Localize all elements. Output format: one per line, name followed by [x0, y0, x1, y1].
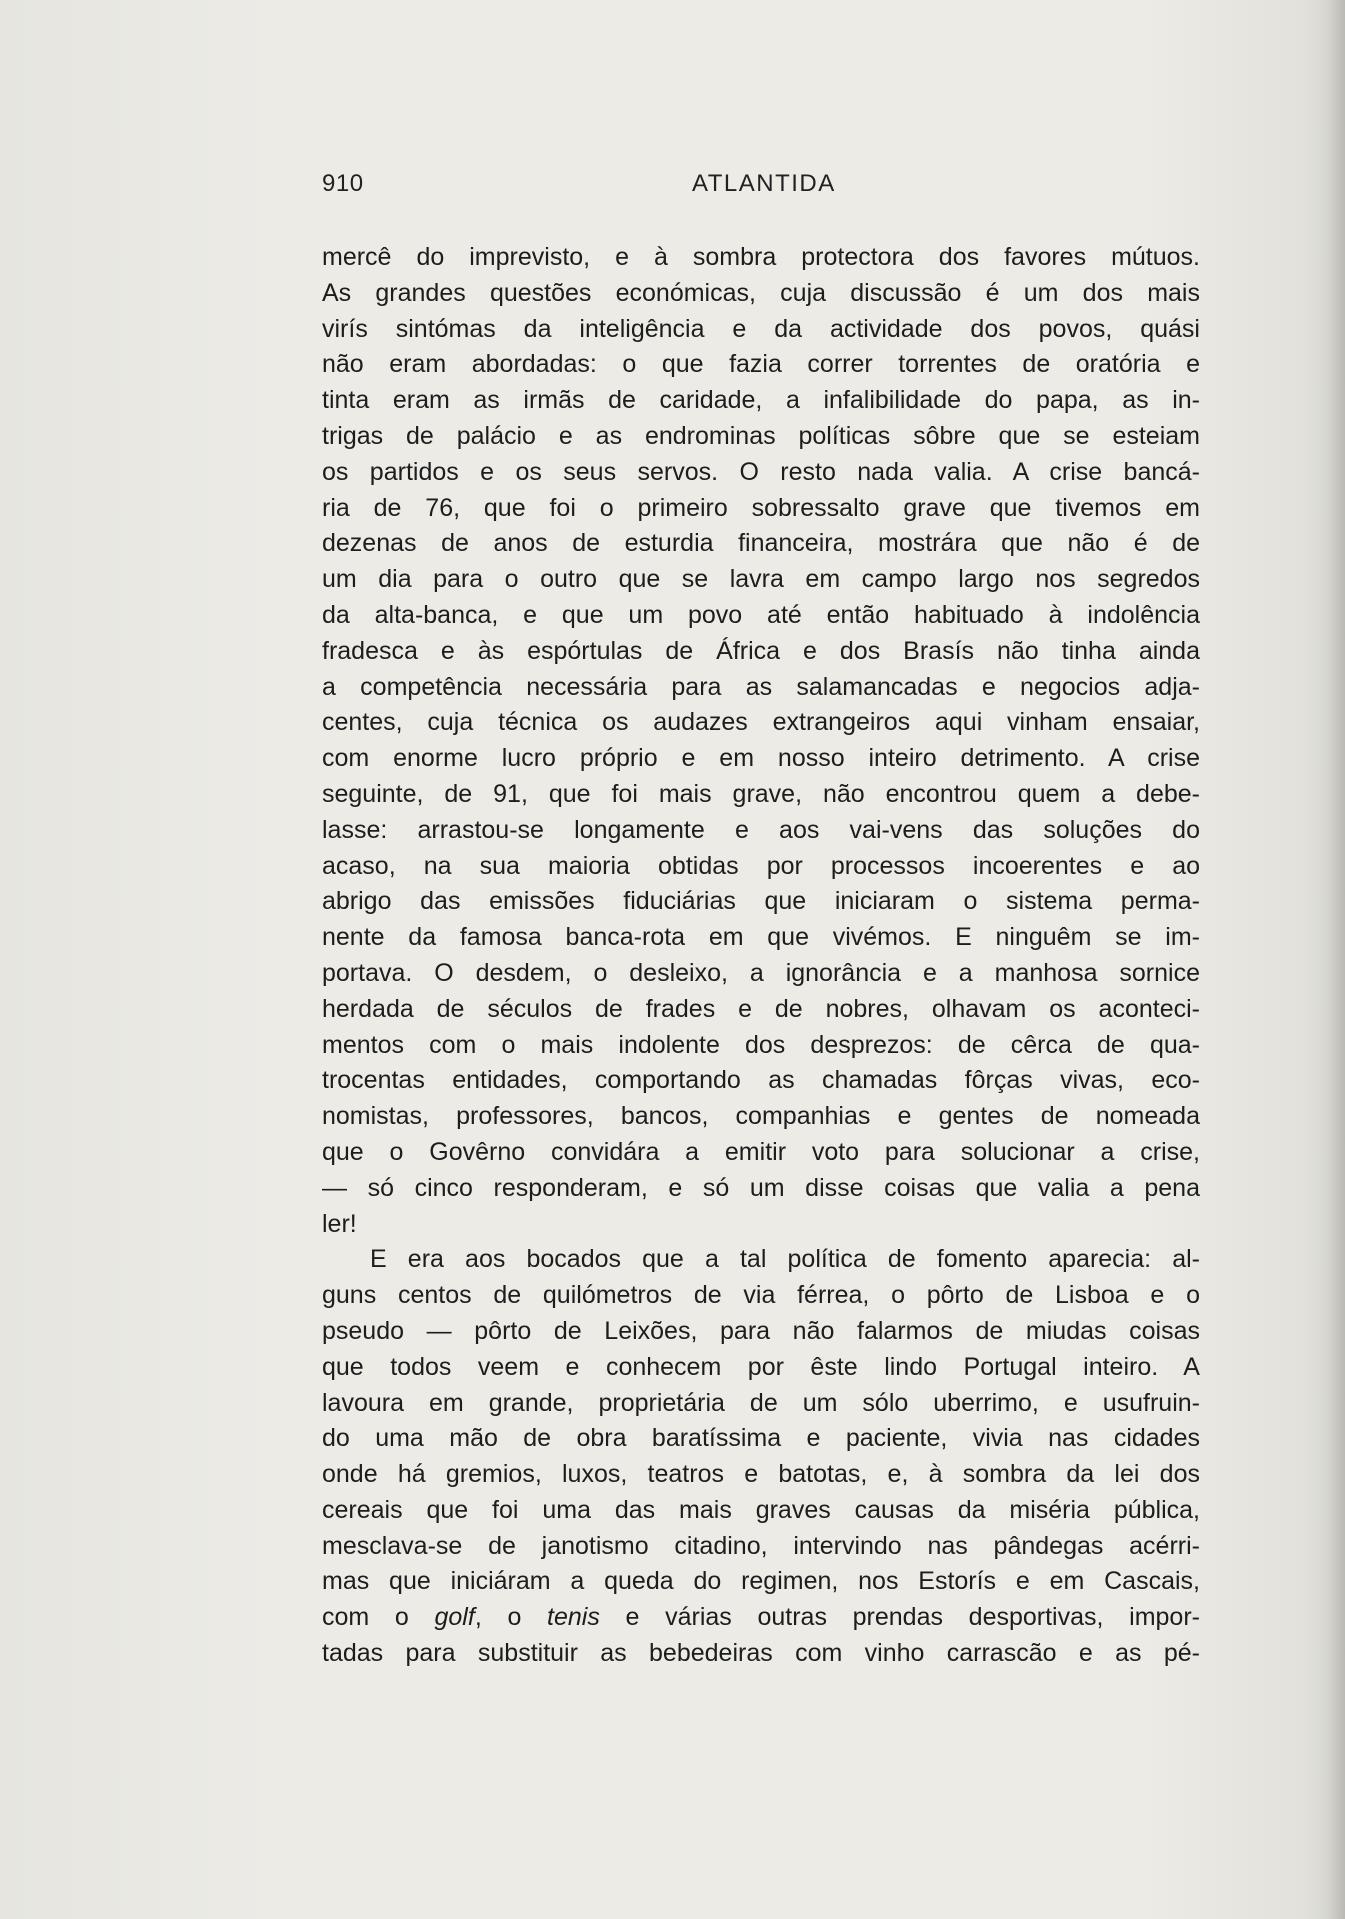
text-line: que todos veem e conhecem por êste lindo Portugal inteiro. A	[322, 1352, 1200, 1381]
text-line: lavoura em grande, proprietária de um sólo uberrimo, e usufruin-	[322, 1388, 1200, 1417]
text-line: um dia para o outro que se lavra em campo largo nos segredos	[322, 565, 1200, 594]
text-line: trigas de palácio e as endrominas políticas sôbre que se esteiam	[322, 421, 1200, 450]
text-line: da alta-banca, e que um povo até então habituado à indolência	[322, 600, 1200, 629]
text-line: ria de 76, que foi o primeiro sobressalto grave que tivemos em	[322, 493, 1200, 522]
text-line: tinta eram as irmãs de caridade, a infalibilidade do papa, as in-	[322, 386, 1200, 415]
paragraph-start-line: E era aos bocados que a tal política de fomento aparecia: al-	[370, 1245, 1200, 1274]
text-line: lasse: arrastou-se longamente e aos vai-vens das soluções do	[322, 815, 1200, 844]
running-title: ATLANTIDA	[692, 170, 836, 197]
text-line: virís sintómas da inteligência e da actividade dos povos, quási	[322, 314, 1200, 343]
italic-word-golf: golf	[434, 1603, 475, 1632]
page-number: 910	[322, 170, 364, 197]
text-line: os partidos e os seus servos. O resto nada valia. A crise bancá-	[322, 457, 1200, 486]
text-segment: com o	[322, 1603, 435, 1632]
text-segment: , o	[474, 1603, 548, 1632]
text-line: onde há gremios, luxos, teatros e batotas, e, à sombra da lei dos	[322, 1460, 1200, 1489]
page-header	[322, 170, 1200, 210]
text-line: com enorme lucro próprio e em nosso inteiro detrimento. A crise	[322, 744, 1200, 773]
text-line: herdada de séculos de frades e de nobres, olhavam os aconteci-	[322, 994, 1200, 1023]
text-line: As grandes questões económicas, cuja discussão é um dos mais	[322, 278, 1200, 307]
text-line: acaso, na sua maioria obtidas por processos incoerentes e ao	[322, 851, 1200, 880]
text-line: mesclava-se de janotismo citadino, intervindo nas pândegas acérri-	[322, 1531, 1200, 1560]
text-line: dezenas de anos de esturdia financeira, mostrára que não é de	[322, 529, 1200, 558]
text-line: cereais que foi uma das mais graves causas da miséria pública,	[322, 1495, 1200, 1524]
text-line: não eram abordadas: o que fazia correr torrentes de oratória e	[322, 350, 1200, 379]
text-line: fradesca e às espórtulas de África e dos Brasís não tinha ainda	[322, 636, 1200, 665]
text-line: mas que iniciáram a queda do regimen, nos Estorís e em Cascais,	[322, 1567, 1200, 1596]
text-line: que o Govêrno convidára a emitir voto para solucionar a crise,	[322, 1137, 1200, 1166]
body-text	[322, 240, 1200, 1672]
text-line: nomistas, professores, bancos, companhias e gentes de nomeada	[322, 1102, 1200, 1131]
text-segment: e várias outras prendas desportivas, impor-	[599, 1603, 1200, 1632]
text-line: centes, cuja técnica os audazes extrangeiros aqui vinham ensaiar,	[322, 708, 1200, 737]
text-line: mercê do imprevisto, e à sombra protectora dos favores mútuos.	[322, 243, 1200, 271]
text-line: a competência necessária para as salamancadas e negocios adja-	[322, 672, 1200, 701]
text-line: seguinte, de 91, que foi mais grave, não encontrou quem a debe-	[322, 779, 1200, 808]
text-line: guns centos de quilómetros de via férrea, o pôrto de Lisboa e o	[322, 1281, 1200, 1310]
italic-word-tenis: tenis	[547, 1603, 600, 1632]
text-line: nente da famosa banca-rota em que vivémos. E ninguêm se im-	[322, 923, 1200, 952]
text-line: — só cinco responderam, e só um disse coisas que valia a pena	[322, 1173, 1200, 1202]
text-line: trocentas entidades, comportando as chamadas fôrças vivas, eco-	[322, 1066, 1200, 1095]
text-line: do uma mão de obra baratíssima e paciente, vivia nas cidades	[322, 1424, 1200, 1453]
text-line: mentos com o mais indolente dos desprezos: de cêrca de qua-	[322, 1030, 1200, 1059]
text-line: pseudo — pôrto de Leixões, para não falarmos de miudas coisas	[322, 1316, 1200, 1345]
text-line-italics	[322, 1600, 1200, 1636]
text-line: tadas para substituir as bebedeiras com vinho carrascão e as pé-	[322, 1639, 1200, 1668]
paragraph-end-line: ler!	[322, 1209, 357, 1238]
text-line: portava. O desdem, o desleixo, a ignorância e a manhosa sornice	[322, 958, 1200, 987]
text-line: abrigo das emissões fiduciárias que iniciaram o sistema perma-	[322, 887, 1200, 916]
page-edge-shadow	[1327, 0, 1345, 1919]
